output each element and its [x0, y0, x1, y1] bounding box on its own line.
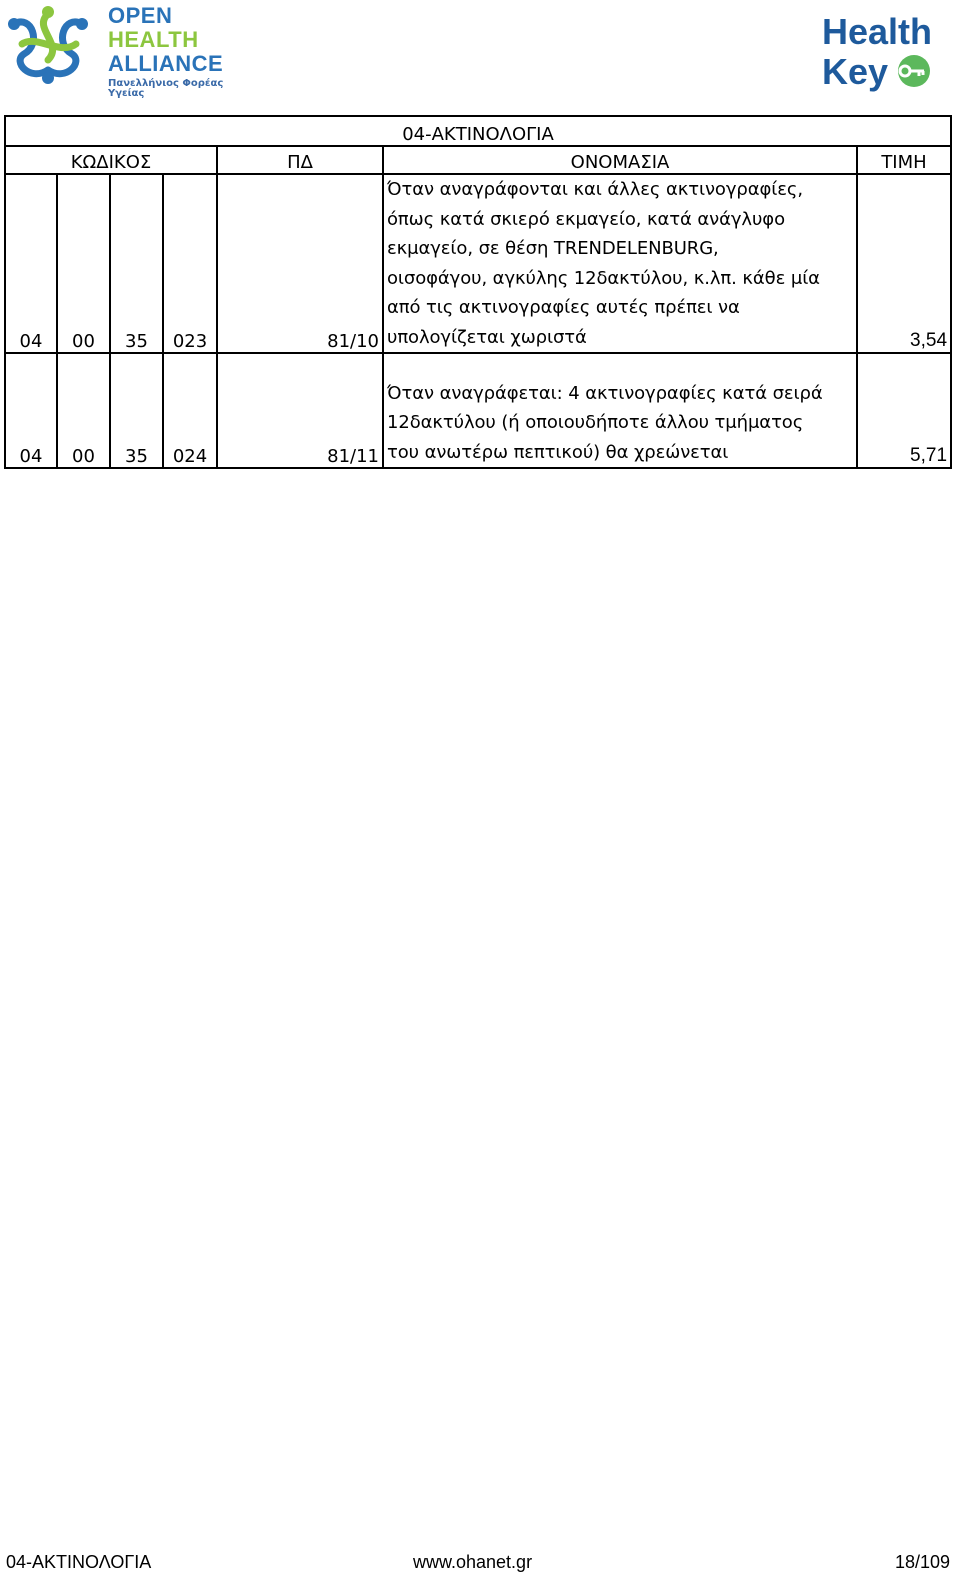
code-part-2: 00 — [57, 174, 110, 353]
column-header-pd: ΠΔ — [217, 146, 383, 174]
health-key-logo — [822, 12, 942, 98]
code-part-1: 04 — [5, 174, 57, 353]
description-line: 12δακτύλου (ή οποιουδήποτε άλλου τμήματος — [387, 412, 804, 433]
pd-value: 81/10 — [217, 174, 383, 353]
section-title: 04-ΑΚΤΙΝΟΛΟΓΙΑ — [5, 116, 951, 146]
code-part-3: 35 — [110, 353, 163, 468]
footer-page-number: 18/109 — [894, 1552, 950, 1572]
code-part-4: 023 — [163, 174, 217, 353]
description-line: του ανωτέρω πεπτικού) θα χρεώνεται — [387, 441, 729, 463]
logo-text-health-key-key: Key — [822, 51, 889, 92]
table-row — [5, 174, 951, 353]
footer-section: 04-ΑΚΤΙΝΟΛΟΓΙΑ — [6, 1552, 152, 1572]
logo-text-open: OPEN — [108, 3, 173, 28]
description-line: οισοφάγου, αγκύλης 12δακτύλου, κ.λπ. κάθε μία — [387, 267, 820, 289]
alliance-logo-icon — [2, 4, 94, 90]
code-part-1: 04 — [5, 353, 57, 468]
description-cell — [383, 174, 857, 353]
description-line: από τις ακτινογραφίες αυτές πρέπει να — [387, 297, 740, 318]
description-line: Όταν αναγράφονται και άλλες ακτινογραφίες, — [387, 179, 803, 200]
footer-website-link[interactable]: www.ohanet.gr — [413, 1552, 533, 1572]
table-row — [5, 353, 951, 468]
description-line: Όταν αναγράφεται: 4 ακτινογραφίες κατά σειρά — [387, 382, 823, 404]
price-value: 3,54 — [857, 174, 951, 353]
description-line: υπολογίζεται χωριστά — [387, 326, 587, 348]
price-table — [4, 115, 952, 469]
description-line: όπως κατά σκιερό εκμαγείο, κατά ανάγλυφο — [387, 208, 785, 230]
column-header-code: ΚΩΔΙΚΟΣ — [5, 146, 217, 174]
logo-text-health-key-health: Health — [822, 11, 933, 52]
code-part-4: 024 — [163, 353, 217, 468]
table-header-row — [5, 146, 951, 174]
code-part-2: 00 — [57, 353, 110, 468]
logo-text-alliance: ALLIANCE — [108, 51, 224, 76]
code-part-3: 35 — [110, 174, 163, 353]
column-header-name: ΟΝΟΜΑΣΙΑ — [383, 146, 857, 174]
description-line: εκμαγείο, σε θέση TRENDELENBURG, — [387, 238, 719, 259]
logo-subtitle: Πανελλήνιος Φορέας Υγείας — [108, 78, 224, 99]
column-header-price: ΤΙΜΗ — [857, 146, 951, 174]
price-value: 5,71 — [857, 353, 951, 468]
section-title-row — [5, 116, 951, 146]
pd-value: 81/11 — [217, 353, 383, 468]
open-health-alliance-logo — [0, 0, 245, 100]
page-footer — [0, 1548, 960, 1576]
description-cell — [383, 353, 857, 468]
logo-text-health: HEALTH — [108, 27, 199, 52]
key-icon — [888, 54, 940, 88]
